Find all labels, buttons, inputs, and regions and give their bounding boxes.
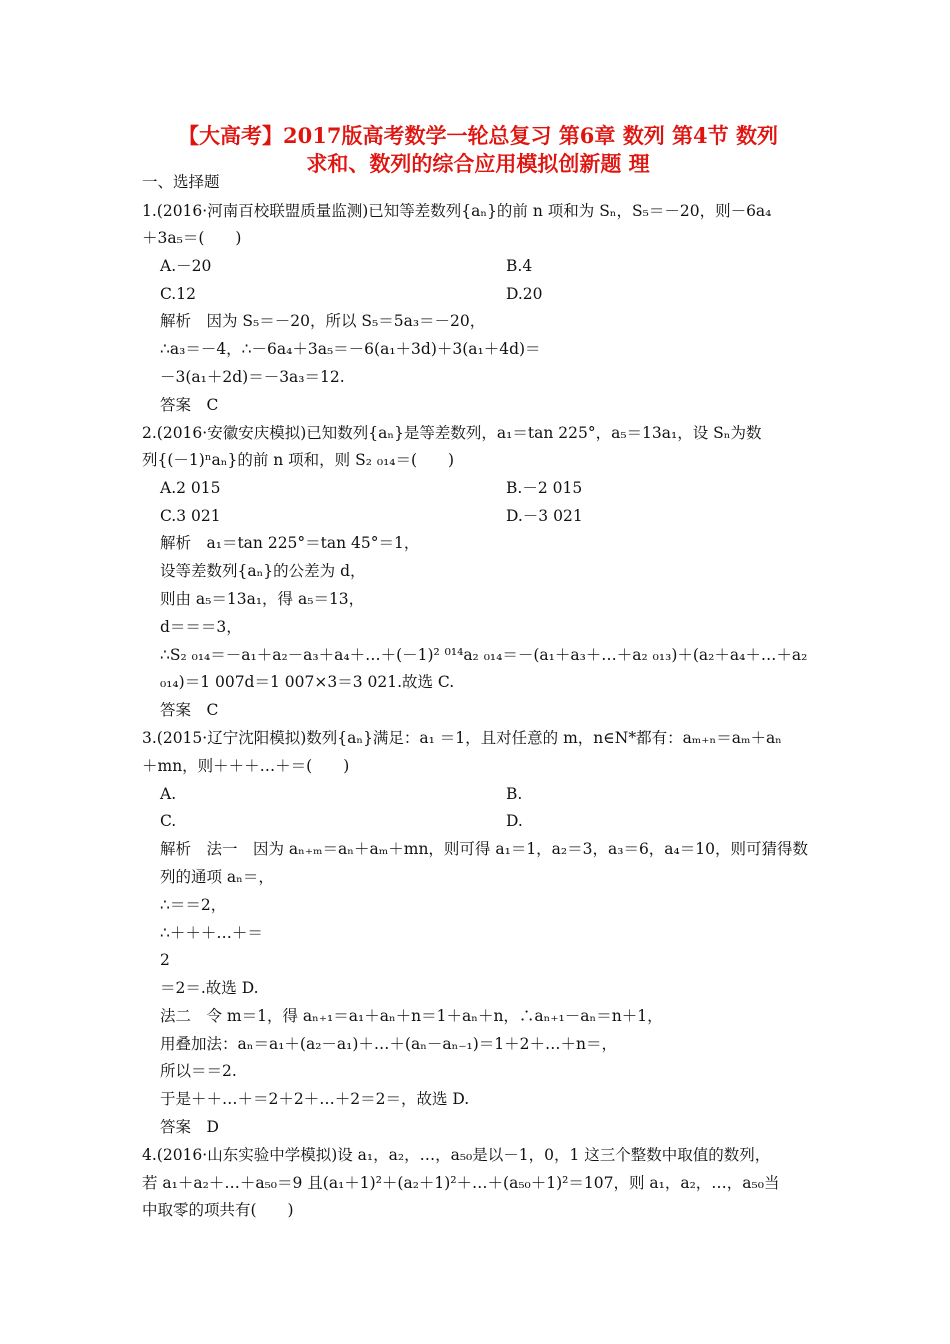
q1-answer: 答案 C (160, 396, 219, 414)
q3-option-d: D. (506, 812, 523, 830)
q1-option-b: B.4 (506, 257, 533, 275)
q3-solution-line-7: 法二 令 m＝1，得 aₙ₊₁＝a₁＋aₙ＋n＝1＋aₙ＋n，∴aₙ₊₁－aₙ＝n＋1， (160, 1007, 663, 1025)
q2-option-c: C.3 021 (160, 507, 221, 525)
q1-solution-line-1: 解析 因为 S₅＝－20，所以 S₅＝5a₃＝－20， (160, 312, 486, 330)
document-title-line-2: 求和、数列的综合应用模拟创新题 理 (306, 151, 650, 176)
q2-solution-line-3: 则由 a₅＝13a₁，得 a₅＝13， (160, 590, 365, 608)
q3-solution-line-9: 所以＝＝2. (160, 1062, 237, 1080)
q3-option-a: A. (160, 785, 177, 803)
q2-stem-line-1: 2.(2016·安徽安庆模拟)已知数列{aₙ}是等差数列，a₁＝tan 225°，a₅＝13a₁，设 Sₙ为数 (142, 424, 762, 442)
q2-stem-line-2: 列{(－1)ⁿaₙ}的前 n 项和，则 S₂ ₀₁₄＝( ) (142, 451, 455, 469)
q1-solution-line-3: －3(a₁＋2d)＝－3a₃＝12. (160, 368, 345, 386)
q3-option-c: C. (160, 812, 177, 830)
q2-option-a: A.2 015 (160, 479, 221, 497)
q3-solution-line-6: ＝2＝.故选 D. (160, 979, 259, 997)
q1-stem-line-2: ＋3a₅＝( ) (142, 229, 242, 247)
q3-solution-line-5: 2 (160, 951, 170, 969)
q2-solution-line-6: ₀₁₄)＝1 007d＝1 007×3＝3 021.故选 C. (160, 673, 455, 691)
q3-solution-line-3: ∴＝＝2， (160, 896, 227, 914)
q1-option-d: D.20 (506, 285, 543, 303)
q3-solution-line-8: 用叠加法：aₙ＝a₁＋(a₂－a₁)＋…＋(aₙ－aₙ₋₁)＝1＋2＋…＋n＝， (160, 1035, 617, 1053)
q3-answer: 答案 D (160, 1118, 219, 1136)
q2-option-b: B.－2 015 (506, 479, 583, 497)
q2-solution-line-1: 解析 a₁＝tan 225°＝tan 45°＝1， (160, 534, 420, 552)
q2-answer: 答案 C (160, 701, 219, 719)
q4-stem-line-2: 若 a₁＋a₂＋…＋a₅₀＝9 且(a₁＋1)²＋(a₂＋1)²＋…＋(a₅₀＋1)²＝107，则 a₁，a₂，…，a₅₀当 (142, 1174, 780, 1192)
q3-solution-line-10: 于是＋＋…＋＝2＋2＋…＋2＝2＝，故选 D. (160, 1090, 470, 1108)
q2-option-d: D.－3 021 (506, 507, 583, 525)
q3-solution-line-2: 列的通项 aₙ＝， (160, 868, 274, 886)
document-title-line-1: 【大高考】2017版高考数学一轮总复习 第6章 数列 第4节 数列 (178, 123, 778, 148)
q2-solution-line-5: ∴S₂ ₀₁₄＝－a₁＋a₂－a₃＋a₄＋…＋(－1)² ⁰¹⁴a₂ ₀₁₄＝－(a₁＋a₃＋…＋a₂ ₀₁₃)＋(a₂＋a₄＋…＋a₂ (160, 646, 808, 664)
q1-option-a: A.－20 (160, 257, 212, 275)
q3-stem-line-1: 3.(2015·辽宁沈阳模拟)数列{aₙ}满足：a₁ ＝1，且对任意的 m，n∈N*都有：aₘ₊ₙ＝aₘ＋aₙ (142, 729, 782, 747)
q4-stem-line-3: 中取零的项共有( ) (142, 1201, 294, 1219)
q1-stem-line-1: 1.(2016·河南百校联盟质量监测)已知等差数列{aₙ}的前 n 项和为 Sₙ，S₅＝－20，则－6a₄ (142, 202, 772, 220)
q3-option-b: B. (506, 785, 523, 803)
q1-solution-line-2: ∴a₃＝－4，∴－6a₄＋3a₅＝－6(a₁＋3d)＋3(a₁＋4d)＝ (160, 340, 541, 358)
q3-solution-line-4: ∴＋＋＋…＋＝ (160, 924, 263, 942)
q2-solution-line-2: 设等差数列{aₙ}的公差为 d， (160, 562, 366, 580)
q4-stem-line-1: 4.(2016·山东实验中学模拟)设 a₁，a₂，…，a₅₀是以－1，0，1 这三个整数中取值的数列， (142, 1146, 771, 1164)
q2-solution-line-4: d＝＝＝3， (160, 618, 242, 636)
q3-solution-line-1: 解析 法一 因为 aₙ₊ₘ＝aₙ＋aₘ＋mn，则可得 a₁＝1，a₂＝3，a₃＝6，a₄＝10，则可猜得数 (160, 840, 808, 858)
section-heading: 一、选择题 (142, 173, 220, 191)
q3-stem-line-2: ＋mn，则＋＋＋…＋＝( ) (142, 757, 350, 775)
q1-option-c: C.12 (160, 285, 196, 303)
